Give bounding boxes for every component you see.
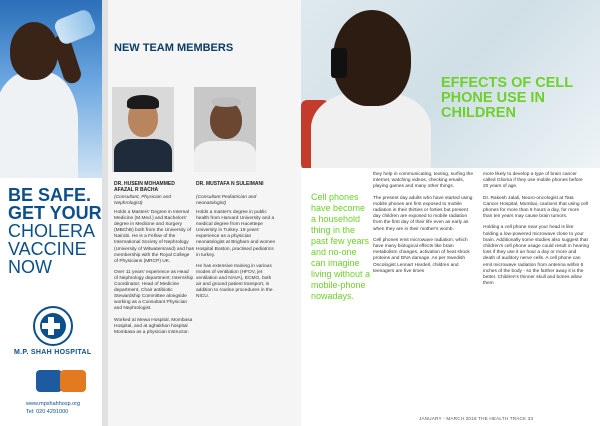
accreditation-badge-icon xyxy=(36,370,62,392)
member-photo-1 xyxy=(112,87,174,172)
article-title: EFFECTS OF CELL PHONE USE IN CHILDREN xyxy=(441,75,573,121)
member-bio-2 xyxy=(196,210,276,305)
headline-line-2: GET YOUR xyxy=(8,203,102,223)
article-paragraph: more likely to develop a type of brain cancer called Glioma if they use mobile phones before 20 years of age. xyxy=(483,172,583,190)
certification-badge-icon xyxy=(60,370,86,392)
phone-number: Tel: 020 4291000 xyxy=(26,409,69,415)
website-link[interactable]: www.mpshahhosp.org xyxy=(26,401,81,407)
member-role-2: (Consultant Pediatrician and neonatologist) xyxy=(196,195,257,206)
bio-paragraph: Over 11 years' experience as Head of Nephrology department; Internship Coordinator; Head of Medicine department, Chair antibiotic Stewardship Committee alongside working as a Consultant Physician and Nephrologist. xyxy=(114,269,194,312)
article-paragraph: Holding a cell phone near your head is like holding a low-powered microwave close to your brain. Additionally some studies also suggest that children's cell phone usage could result in hearing loss if they use it an hour a day or more and death of auditory nerve cells. A cell phone can emit microwave radiation from antenna within 6 inches of the body - so the farther away it is the better. Children's thinner skull and bones allow them xyxy=(483,225,589,287)
hospital-logo-icon xyxy=(33,306,73,346)
phone-icon xyxy=(331,48,347,78)
cholera-ad-panel xyxy=(0,0,108,426)
team-panel xyxy=(108,0,301,426)
bio-paragraph: Worked at Mewa Hospital, Mombasa Hospital, and at aghakhan hospital Mombasa as a physician instructor. xyxy=(114,317,193,335)
article-column-2 xyxy=(483,172,589,292)
pull-quote: Cell phones have become a household thing in the past few years and no-one can imagine living without a mobile-phone nowadays. xyxy=(311,192,371,301)
bio-paragraph: Holds a Masters' Degree in Internal Medicine (M.Med.) and Bachelors' degree in Medicine and Surgery (MBChB) both from the University of Nairobi. He is a Fellow of the International Society of Nephrology (University of Witwatersrand) and has membership with the Royal College of Physicians (MRCP) UK. xyxy=(114,210,194,264)
hospital-name: M.P. SHAH HOSPITAL xyxy=(14,349,92,356)
headline-line-4: NOW xyxy=(8,257,52,277)
headline-line-3: CHOLERA VACCINE xyxy=(8,221,95,259)
member-role-1: (Consultant, Physician and Nephrologist) xyxy=(114,195,172,206)
member-name-1: DR. HUSEIN MOHAMMED AFAZAL R BACHA xyxy=(114,181,175,193)
bio-paragraph: He has extensive training in various modes of ventilation (HFOV, jet ventilation and NAVA), ECMO, both air and ground patient transport, in addition to routine procedures in the NICU. xyxy=(196,263,273,300)
member-name-2: DR. MUSTAFA N SULEIMANI xyxy=(196,181,264,187)
article-paragraph: Dr. Rakesh Jalali, Neuro-oncologist at Tata Cancer Hospital, Mumbai, cautions that using cell phones for more than 6 hours a day, for more than ten years may cause brain tumors. xyxy=(483,195,589,220)
headline-line-1: BE SAFE. xyxy=(8,185,92,205)
page-footer: JANUARY - MARCH 2018 THE HEALTH TRACK 33 xyxy=(419,416,534,421)
article-paragraph: The present day adults who have started using mobile phones are first exposed to mobile radiation in their thirties or forties but present day children are exposed to mobile radiation from the first day of their life even as early as when they are in their mother's womb. xyxy=(373,195,473,232)
member-photo-2 xyxy=(194,87,256,172)
boy-drinking-photo xyxy=(0,0,108,178)
bio-paragraph: Holds a master's degree in public health from Harvard University and a medical degree from Hacettepe University in Turkey. 18 years' experience as a physician neonatologist at Brigham and women Hospital Boston, practised pediatrics in turkey. xyxy=(196,210,276,258)
team-title: NEW TEAM MEMBERS xyxy=(114,42,234,54)
member-bio-1 xyxy=(114,210,194,341)
article-panel xyxy=(301,0,600,426)
article-paragraph: they help in communicating, texting, surfing the internet, watching videos, checking emails, playing games and many other things. xyxy=(373,172,473,190)
article-column-1 xyxy=(373,172,473,280)
article-paragraph: Cell phones emit microwave radiation; which have many biological effects like brain metabolism changes, activation of heat shock proteins and DNA damage. As per Swedish Oncologist Lennart Hardell, children and teenagers are five times xyxy=(373,237,470,274)
